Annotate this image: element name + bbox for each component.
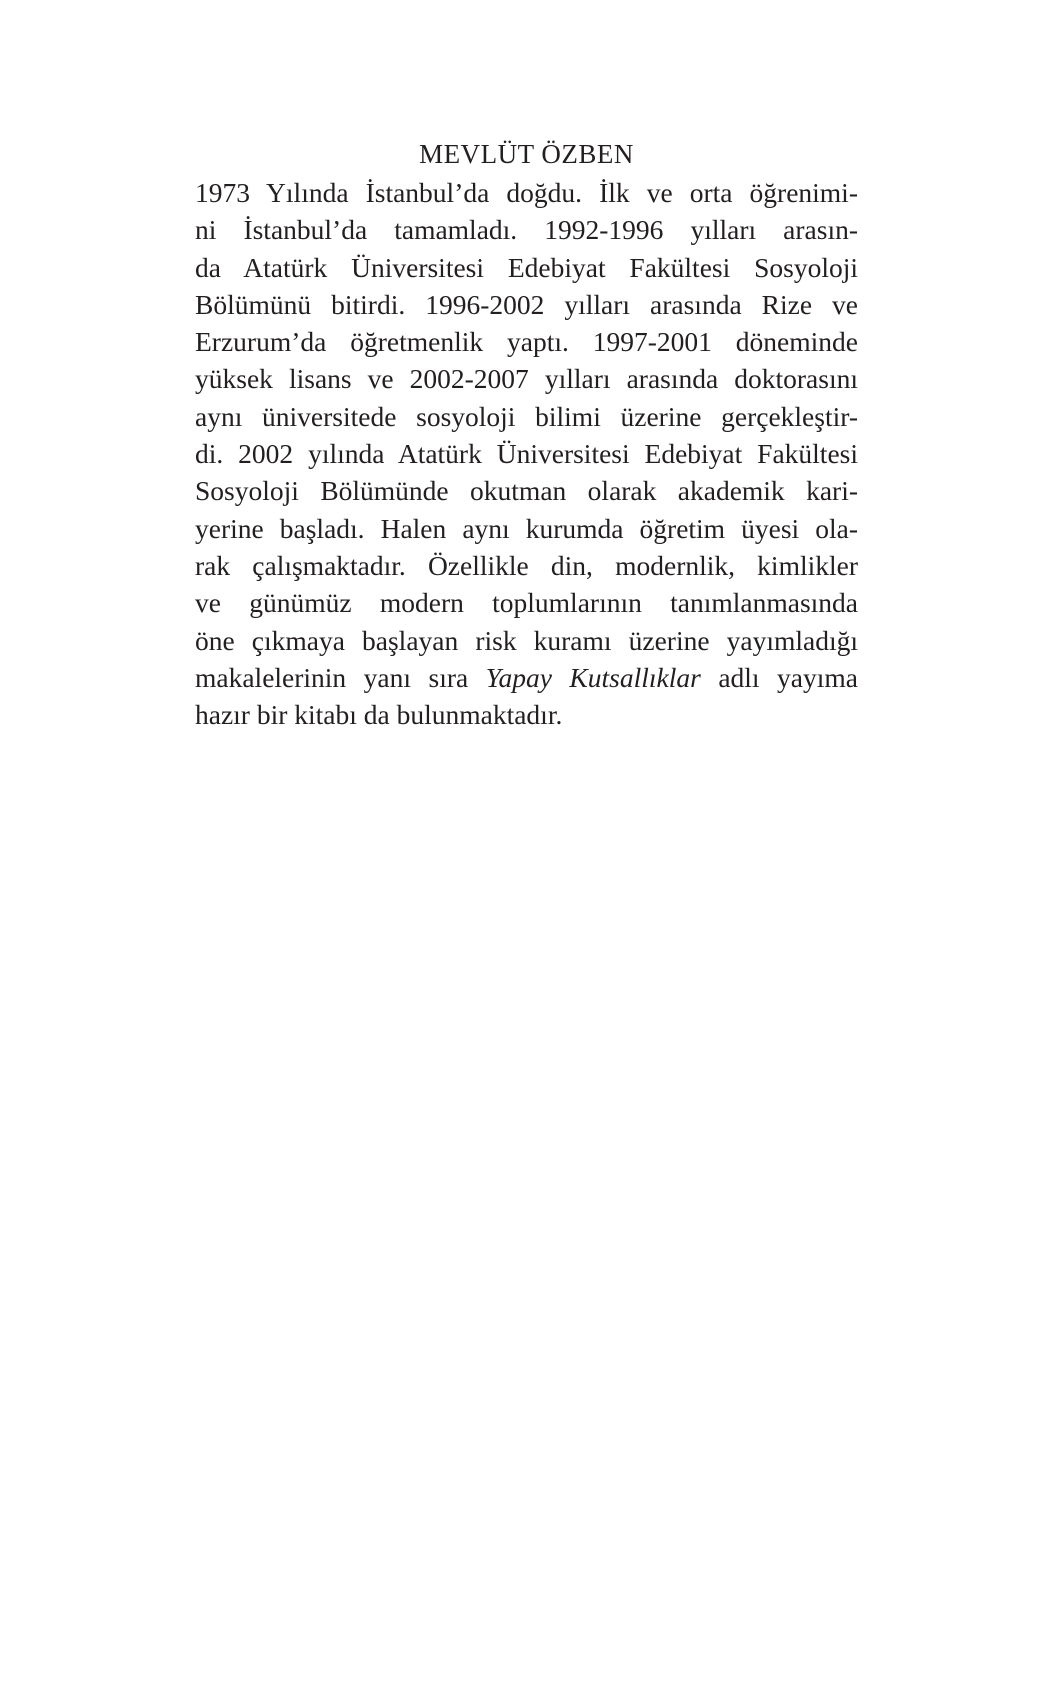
bio-line: aynı üniversitede sosyoloji bilimi üzerine gerçekleştir-: [195, 400, 858, 432]
book-title: Yapay Kutsallıklar: [485, 661, 701, 693]
bio-last-line: hazır bir kitabı da bulunmaktadır.: [195, 699, 563, 731]
author-biography: [195, 174, 858, 733]
bio-line: ni İstanbul’da tamamladı. 1992-1996 yılları arasın-: [195, 214, 858, 246]
bio-line: yüksek lisans ve 2002-2007 yılları arasında doktorasını: [195, 363, 858, 395]
bio-line: 1973 Yılında İstanbul’da doğdu. İlk ve orta öğrenimi-: [195, 177, 858, 208]
bio-line: rak çalışmaktadır. Özellikle din, modernlik, kimlikler: [195, 549, 858, 581]
bio-line: da Atatürk Üniversitesi Edebiyat Fakültesi Sosyoloji: [195, 251, 858, 283]
bio-line-with-book-title: [195, 659, 858, 696]
author-name-heading: MEVLÜT ÖZBEN: [419, 139, 634, 169]
bio-line: ve günümüz modern toplumlarının tanımlanmasında: [195, 587, 858, 619]
bio-line: Bölümünü bitirdi. 1996-2002 yılları arasında Rize ve: [195, 288, 858, 320]
bio-text: adlı yayıma: [700, 661, 858, 693]
bio-text: makalelerinin yanı sıra: [195, 661, 486, 693]
bio-line: di. 2002 yılında Atatürk Üniversitesi Edebiyat Fakültesi: [195, 438, 858, 470]
bio-line: öne çıkmaya başlayan risk kuramı üzerine yayımladığı: [195, 624, 858, 656]
bio-line: Erzurum’da öğretmenlik yaptı. 1997-2001 döneminde: [195, 326, 858, 358]
bio-line: Sosyoloji Bölümünde okutman olarak akademik kari-: [195, 475, 858, 507]
bio-line: yerine başladı. Halen aynı kurumda öğretim üyesi ola-: [195, 512, 858, 544]
